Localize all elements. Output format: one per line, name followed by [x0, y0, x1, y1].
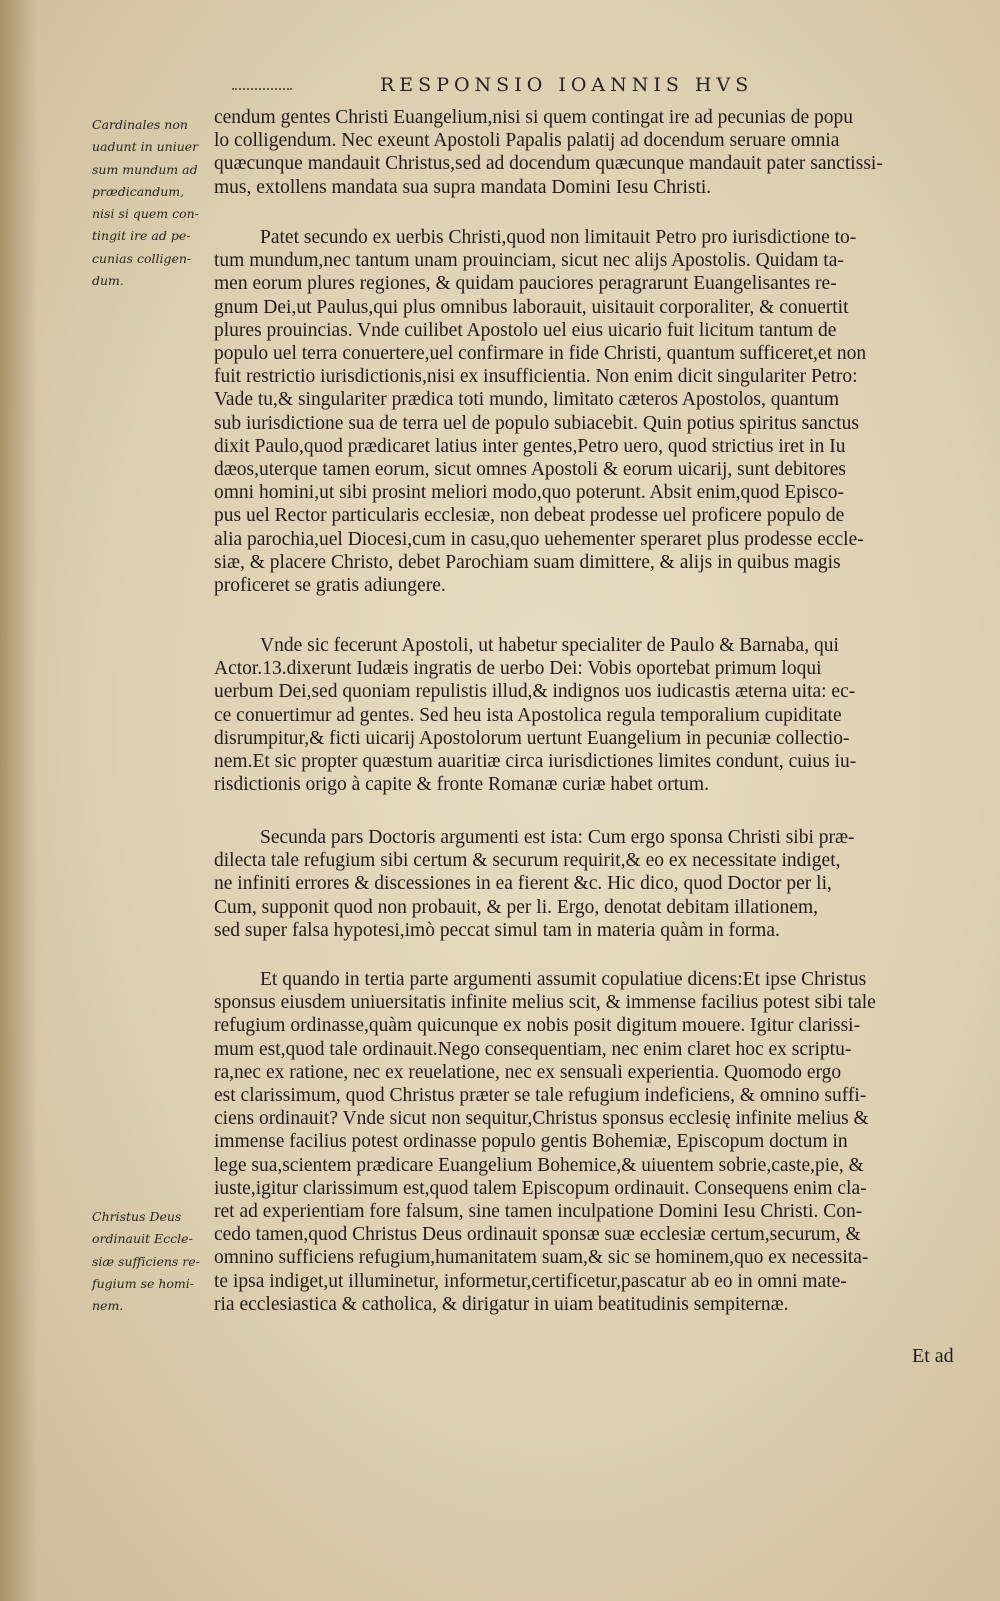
text-line: dæos,uterque tamen eorum, sicut omnes Apostoli & eorum uicarij, sunt debitores	[214, 459, 847, 481]
text-line: refugium ordinasse,quàm quicunque ex nobis posit digitum mouere. Igitur clarissi-	[214, 1015, 861, 1037]
text-line: Vnde sic fecerunt Apostoli, ut habetur specialiter de Paulo & Barnaba, qui	[260, 635, 839, 656]
margin-note-line: siæ sufficiens re-	[92, 1253, 200, 1269]
paragraph-4	[214, 826, 974, 942]
margin-note-line: sum mundum ad	[92, 161, 198, 177]
text-line: fuit restrictio iurisdictionis,nisi ex insufficientia. Non enim dicit singulariter Petro:	[214, 366, 858, 388]
margin-note-line: Christus Deus	[92, 1209, 182, 1224]
text-line: ria ecclesiastica & catholica, & dirigatur in uiam beatitudinis sempiternæ.	[214, 1293, 789, 1315]
catchword: Et ad	[912, 1345, 954, 1367]
text-line: Cum, supponit quod non probauit, & per li. Ergo, denotat debitam illationem,	[214, 896, 819, 918]
margin-note-line: ordinauit Eccle-	[92, 1231, 193, 1247]
text-line: sub iurisdictione sua de terra uel de populo subiacebit. Quin potius spiritus sanctus	[214, 412, 860, 434]
paragraph-3	[214, 634, 974, 796]
text-line: est clarissimum, quod Christus præter se tale refugium indeficiens, & omnino suffi-	[214, 1085, 867, 1107]
text-line: risdictionis origo à capite & fronte Romanæ curiæ habet ortum.	[214, 774, 709, 796]
text-line: ra,nec ex ratione, nec ex reuelatione, nec ex sensuali experientia. Quomodo ergo	[214, 1061, 842, 1083]
text-line: Et quando in tertia parte argumenti assumit copulatiue dicens:Et ipse Christus	[260, 969, 867, 990]
text-line: alia parochia,uel Diocesi,cum in casu,quo uehementer speraret plus prodesse eccle-	[214, 528, 864, 550]
text-line: nem.Et sic propter quæstum auaritiæ circa iurisdictiones limites condunt, cuius iu-	[214, 751, 857, 773]
text-line: omnino sufficiens refugium,humanitatem suam,& sic se hominem,quo ex necessita-	[214, 1247, 869, 1269]
text-line: mus, extollens mandata sua supra mandata Domini Iesu Christi.	[214, 176, 712, 198]
header-rule	[232, 88, 292, 90]
text-line: cedo tamen,quod Christus Deus ordinauit sponsæ suæ ecclesiæ certum,securum, &	[214, 1224, 861, 1246]
text-line: iuste,igitur clarissimum est,quod talem Episcopum ordinauit. Consequens enim cla-	[214, 1177, 867, 1199]
text-line: lo colligendum. Nec exeunt Apostoli Papalis palatij ad docendum seruare omnia	[214, 130, 840, 152]
margin-note-line: nem.	[92, 1298, 124, 1314]
text-line: Vade tu,& singulariter prædica toti mundo, limitato cæteros Apostolos, quantum	[214, 389, 840, 411]
margin-note-line: cunias colligen-	[92, 250, 192, 266]
text-line: Patet secundo ex uerbis Christi,quod non limitauit Petro pro iurisdictione to-	[260, 227, 857, 248]
margin-note-line: Cardinales non	[92, 117, 188, 132]
text-line: dilecta tale refugium sibi certum & securum requirit,& eo ex necessitate indiget,	[214, 850, 841, 872]
text-line: tum mundum,nec tantum unam prouinciam, sicut nec alijs Apostolis. Quidam ta-	[214, 250, 844, 272]
text-line: Actor.13.dixerunt Iudæis ingratis de uerbo Dei: Vobis oportebat primum loqui	[214, 658, 822, 680]
text-line: pus uel Rector particularis ecclesiæ, non debeat prodesse uel proficere populo de	[214, 505, 845, 527]
margin-note-line: dum.	[92, 273, 124, 289]
text-line: quæcunque mandauit Christus,sed ad docendum quæcunque mandauit pater sanctissi-	[214, 153, 883, 175]
text-line: plures prouincias. Vnde cuilibet Apostolo uel eius uicario fuit licitum tantum de	[214, 319, 837, 341]
margin-note-line: nisi si quem con-	[92, 206, 199, 222]
paragraph-5	[214, 968, 974, 1316]
margin-note-line: tingit ire ad pe-	[92, 228, 191, 244]
text-line: sed super falsa hypotesi,imò peccat simul tam in materia quàm in forma.	[214, 919, 780, 941]
text-line: proficeret se gratis adiungere.	[214, 575, 446, 597]
text-line: immense facilius potest ordinasse populo gentis Bohemiæ, Episcopum doctum in	[214, 1131, 848, 1153]
text-line: lege sua,scientem prædicare Euangelium Bohemice,& uiuentem sobrie,caste,pie, &	[214, 1154, 864, 1176]
text-line: cendum gentes Christi Euangelium,nisi si quem contingat ire ad pecunias de popu	[214, 107, 854, 128]
margin-note-line: prædicandum,	[92, 183, 185, 199]
text-line: sponsus eiusdem uniuersitatis infinite melius scit, & immense facilius potest sibi tale	[214, 992, 876, 1014]
text-line: disrumpitur,& ficti uicarij Apostolorum uertunt Euangelium in pecuniæ collectio-	[214, 727, 850, 749]
running-head: RESPONSIO IOANNIS HVS	[380, 74, 754, 96]
text-line: siæ, & placere Christo, debet Parochiam suam dimittere, & alijs in quibus magis	[214, 551, 841, 573]
text-line: te ipsa indiget,ut illuminetur, informetur,certificetur,pascatur ab eo in omni mate-	[214, 1270, 847, 1292]
text-line: Secunda pars Doctoris argumenti est ista: Cum ergo sponsa Christi sibi præ-	[260, 827, 855, 848]
margin-note-christus	[92, 1206, 217, 1317]
paragraph-1	[214, 106, 974, 199]
text-line: omni homini,ut sibi prosint meliori modo,quo poterunt. Absit enim,quod Episco-	[214, 482, 844, 504]
text-line: uerbum Dei,sed quoniam repulistis illud,& indignos uos iudicastis æterna uita: ec-	[214, 681, 856, 703]
text-line: dixit Paulo,quod prædicaret latius inter gentes,Petro uero, quod strictius iret in Iu	[214, 435, 846, 457]
page-gutter-shadow	[0, 0, 38, 1601]
text-line: ciens ordinauit? Vnde sicut non sequitur,Christus sponsus ecclesię infinite melius &	[214, 1108, 869, 1130]
text-line: mum est,quod tale ordinauit.Nego consequentiam, nec enim claret hoc ex scriptu-	[214, 1038, 852, 1060]
text-line: ne infiniti errores & discessiones in ea fierent &c. Hic dico, quod Doctor per li,	[214, 873, 832, 895]
text-line: ce conuertimur ad gentes. Sed heu ista Apostolica regula temporalium cupiditate	[214, 704, 842, 726]
text-line: men eorum plures regiones, & quidam pauciores peragrarunt Euangelisantes re-	[214, 273, 837, 295]
text-line: populo uel terra conuertere,uel confirmare in fide Christi, quantum sufficeret,et non	[214, 343, 867, 365]
paragraph-2	[214, 226, 974, 597]
text-line: ret ad experientiam fore falsum, sine tamen inculpatione Domini Iesu Christi. Con-	[214, 1201, 863, 1223]
text-line: gnum Dei,ut Paulus,qui plus omnibus laborauit, uisitauit corporaliter, & conuertit	[214, 296, 849, 318]
margin-note-line: fugium se homi-	[92, 1275, 194, 1291]
margin-note-line: uadunt in uniuer	[92, 139, 199, 155]
margin-note-cardinales	[92, 114, 217, 292]
